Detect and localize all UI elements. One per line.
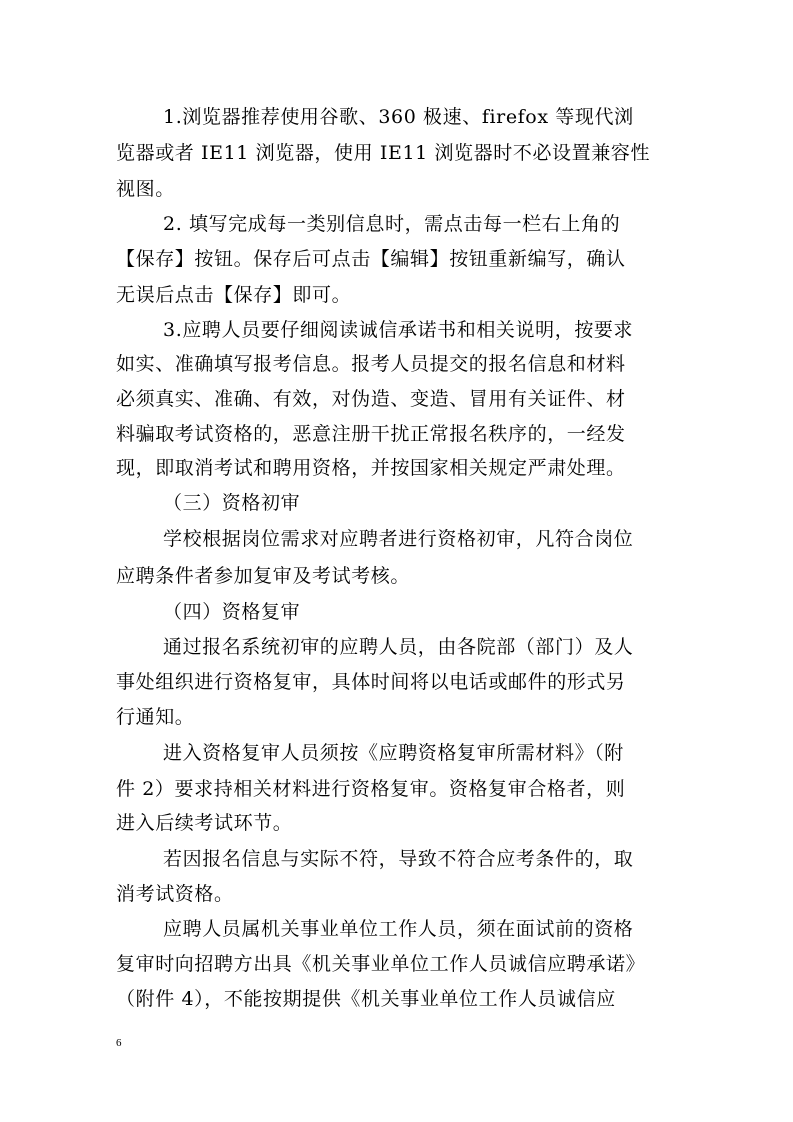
paragraph-3-line-5: 现，即取消考试和聘用资格，并按国家相关规定严肃处理。: [116, 457, 626, 479]
paragraph-6-line-2: 件 2）要求持相关材料进行资格复审。资格复审合格者，则: [116, 778, 626, 800]
paragraph-3-line-4: 料骗取考试资格的，恶意注册干扰正常报名秩序的，一经发: [116, 423, 626, 445]
paragraph-5-line-2: 事处组织进行资格复审，具体时间将以电话或邮件的形式另: [116, 671, 626, 693]
paragraph-7-line-1: 若因报名信息与实际不符，导致不符合应考条件的，取: [163, 848, 634, 870]
paragraph-4-line-2: 应聘条件者参加复审及考试考核。: [116, 565, 411, 587]
paragraph-4-line-1: 学校根据岗位需求对应聘者进行资格初审，凡符合岗位: [163, 528, 634, 550]
paragraph-5-line-3: 行通知。: [116, 706, 195, 728]
paragraph-2-line-3: 无误后点击【保存】即可。: [116, 284, 352, 306]
paragraph-2-line-2: 【保存】按钮。保存后可点击【编辑】按钮重新编写，确认: [116, 248, 626, 270]
paragraph-1-line-3: 视图。: [116, 178, 175, 200]
paragraph-6-line-1: 进入资格复审人员须按《应聘资格复审所需材料》（附: [163, 742, 624, 764]
paragraph-1-line-2: 览器或者 IE11 浏览器，使用 IE11 浏览器时不必设置兼容性: [116, 142, 651, 164]
paragraph-3-line-2: 如实、准确填写报考信息。报考人员提交的报名信息和材料: [116, 353, 626, 375]
section-heading-4: （四）资格复审: [163, 601, 301, 623]
paragraph-2-line-1: 2. 填写完成每一类别信息时，需点击每一栏右上角的: [163, 213, 621, 235]
page-number: 6: [116, 1037, 122, 1049]
paragraph-7-line-2: 消考试资格。: [116, 883, 234, 905]
paragraph-8-line-2: 复审时向招聘方出具《机关事业单位工作人员诚信应聘承诺》: [116, 953, 646, 975]
paragraph-3-line-3: 必须真实、准确、有效，对伪造、变造、冒用有关证件、材: [116, 388, 626, 410]
paragraph-1-line-1: 1.浏览器推荐使用谷歌、360 极速、firefox 等现代浏: [163, 106, 634, 128]
section-heading-3: （三）资格初审: [163, 492, 301, 514]
paragraph-5-line-1: 通过报名系统初审的应聘人员，由各院部（部门）及人: [163, 636, 634, 658]
paragraph-3-line-1: 3.应聘人员要仔细阅读诚信承诺书和相关说明，按要求: [163, 319, 634, 341]
paragraph-6-line-3: 进入后续考试环节。: [116, 812, 293, 834]
paragraph-8-line-3: （附件 4），不能按期提供《机关事业单位工作人员诚信应: [116, 988, 616, 1010]
paragraph-8-line-1: 应聘人员属机关事业单位工作人员，须在面试前的资格: [163, 918, 634, 940]
